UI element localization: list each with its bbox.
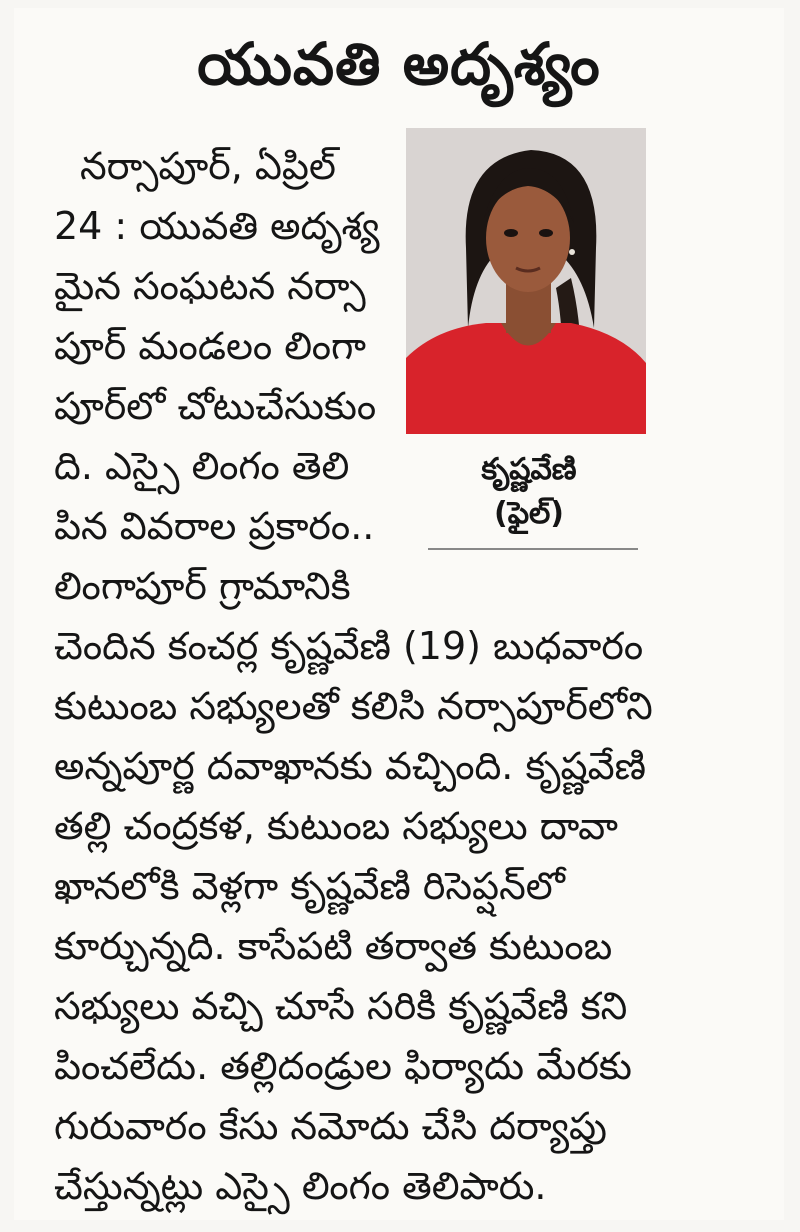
body-line: పూర్‌లో చోటుచేసుకుం [54,384,377,428]
portrait-photo [406,128,646,434]
body-line: తల్లి చంద్రకళ, కుటుంబ సభ్యులు దావా [54,804,618,848]
body-line: అన్నపూర్ణ దవాఖానకు వచ్చింది. కృష్ణవేణి [54,744,646,788]
caption-divider [428,548,638,550]
body-line: నర్సాపూర్, ఏప్రిల్ [80,144,336,188]
headline: యువతి అదృశ్యం [197,30,601,98]
body-line: మైన సంఘటన నర్సా [54,264,366,308]
body-line: పిన వివరాల ప్రకారం.. [54,504,375,548]
body-line: లింగాపూర్ గ్రామానికి [54,564,351,608]
body-line: ఖానలోకి వెళ్లగా కృష్ణవేణి రిసెప్షన్‌లో [54,864,565,908]
body-line: 24 : యువతి అదృశ్య [54,204,380,248]
body-line: పూర్ మండలం లింగా [54,324,367,368]
body-line: గురువారం కేసు నమోదు చేసి దర్యాప్తు [54,1104,607,1148]
portrait-illustration [406,128,646,434]
body-line: కుటుంబ సభ్యులతో కలిసి నర్సాపూర్‌లోని [54,684,653,728]
body-line: చెందిన కంచర్ల కృష్ణవేణి (19) బుధవారం [54,624,644,668]
photo-caption-name: కృష్ణవేణి [481,452,577,487]
newspaper-clipping [14,8,784,1220]
body-line: కూర్చున్నది. కాసేపటి తర్వాత కుటుంబ [54,924,613,968]
body-line: సభ్యులు వచ్చి చూసే సరికి కృష్ణవేణి కని [54,984,628,1028]
body-line: చేస్తున్నట్లు ఎస్సై లింగం తెలిపారు. [54,1164,547,1208]
photo-caption-note: (ఫైల్) [493,496,565,531]
body-line: పించలేదు. తల్లిదండ్రుల ఫిర్యాదు మేరకు [54,1044,632,1088]
body-line: ది. ఎస్సై లింగం తెలి [54,444,350,488]
